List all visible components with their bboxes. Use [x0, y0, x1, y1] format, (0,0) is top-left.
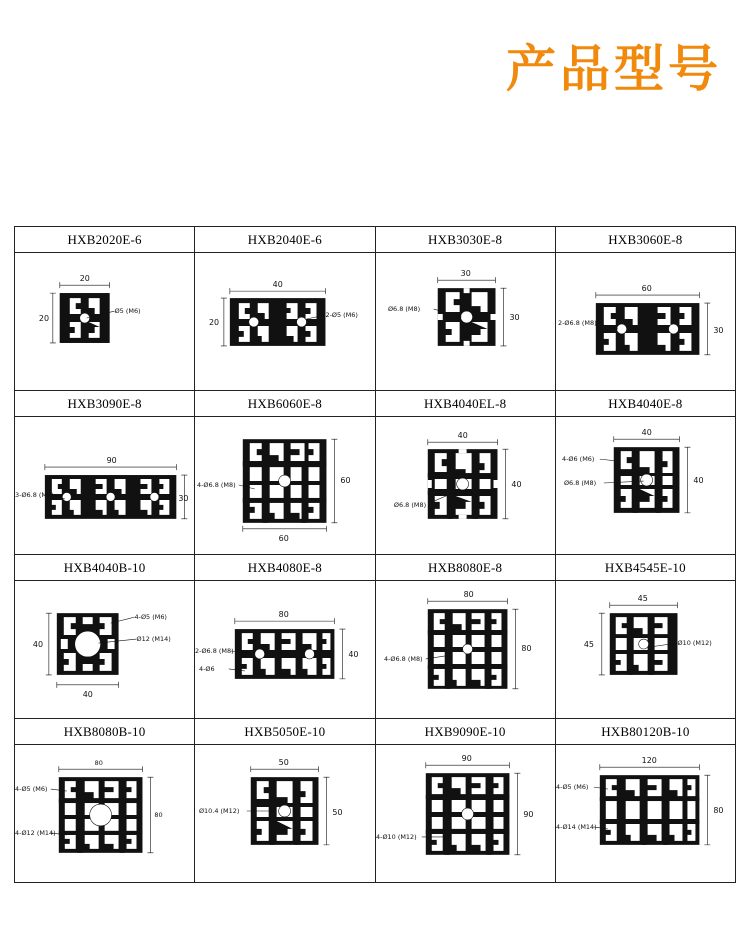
- profile-figure: [15, 745, 194, 882]
- dim-note: Ø6.8 (M8): [393, 500, 426, 509]
- table-cell-hxb6060e8[interactable]: [195, 391, 375, 555]
- profile-figure: [556, 745, 735, 882]
- profile-drawing-8080: [376, 581, 555, 718]
- dim-top: 80: [278, 610, 290, 620]
- dim-note: Ø10.4 (M12): [199, 807, 240, 816]
- model-label: HXB8080B-10: [15, 719, 194, 745]
- dim-top: 60: [641, 284, 652, 294]
- table-cell-hxb3090e8[interactable]: [15, 391, 195, 555]
- dim-right: 40: [693, 476, 704, 486]
- dim-left: 20: [38, 314, 50, 324]
- table-cell-hxb3060e8[interactable]: [556, 227, 736, 391]
- dim-left: 20: [209, 317, 220, 327]
- profile-figure: [195, 581, 374, 718]
- dim-note: 3-Ø6.8 (M8): [15, 490, 54, 499]
- dim-note: 4-Ø6 (M6): [561, 455, 595, 464]
- dim-top: 30: [460, 269, 471, 279]
- dim-note2: Ø12 (M14): [136, 635, 171, 644]
- table-cell-hxb4040el8[interactable]: [376, 391, 556, 555]
- table-cell-hxb80120b10[interactable]: [556, 719, 736, 883]
- product-model-table: [14, 226, 736, 883]
- dim-top: 120: [641, 756, 657, 766]
- profile-figure: [15, 253, 194, 390]
- dim-note: 4-Ø5 (M6): [134, 613, 167, 622]
- profile-figure: [556, 253, 735, 390]
- table-cell-hxb5050e10[interactable]: [195, 719, 375, 883]
- dim-note: Ø5 (M6): [114, 307, 141, 316]
- profile-figure: [15, 581, 194, 718]
- dim-top: 20: [79, 274, 90, 284]
- model-label: HXB4040E-8: [556, 391, 735, 417]
- profile-drawing-9090: [376, 745, 555, 882]
- dim-right: 80: [520, 643, 532, 653]
- model-label: HXB8080E-8: [376, 555, 555, 581]
- profile-figure: [195, 417, 374, 554]
- dim-right: 60: [340, 476, 351, 486]
- profile-figure: [376, 745, 555, 882]
- profile-drawing-5050: [195, 745, 374, 882]
- table-cell-hxb4545e10[interactable]: [556, 555, 736, 719]
- dim-note: 2-Ø6.8 (M8): [195, 646, 234, 655]
- dim-top: 40: [641, 428, 652, 438]
- dim-left: 40: [32, 640, 44, 650]
- dim-top: 90: [461, 754, 472, 764]
- dim-note: 4-Ø10 (M12): [375, 832, 417, 841]
- dim-right: 40: [510, 479, 522, 489]
- table-cell-hxb9090e10[interactable]: [376, 719, 556, 883]
- dim-right: 30: [508, 313, 520, 323]
- model-label: HXB4040EL-8: [376, 391, 555, 417]
- table-row: [15, 391, 736, 555]
- table-cell-hxb8080e8[interactable]: [376, 555, 556, 719]
- profile-drawing-6060: [195, 417, 374, 554]
- model-label: HXB4080E-8: [195, 555, 374, 581]
- profile-figure: [376, 581, 555, 718]
- profile-drawing-80120b: [556, 745, 735, 882]
- dim-note: Ø6.8 (M8): [387, 305, 420, 314]
- profile-figure: [376, 253, 555, 390]
- dim-top: 80: [94, 759, 103, 768]
- model-label: HXB4040B-10: [15, 555, 194, 581]
- profile-drawing-4040b: [15, 581, 194, 718]
- dim-note: 4-Ø6.8 (M8): [383, 654, 423, 663]
- model-label: HXB3090E-8: [15, 391, 194, 417]
- dim-top: 40: [272, 280, 284, 290]
- dim-top: 45: [637, 594, 648, 604]
- profile-drawing-8080b: [15, 745, 194, 882]
- table-row: [15, 555, 736, 719]
- dim-right: 30: [178, 493, 189, 503]
- profile-figure: [15, 417, 194, 554]
- dim-top: 90: [106, 456, 117, 466]
- table-row: [15, 719, 736, 883]
- dim-note2: 4-Ø6: [199, 664, 215, 673]
- profile-drawing-3090: [15, 417, 194, 554]
- table-cell-hxb3030e8[interactable]: [376, 227, 556, 391]
- model-label: HXB3030E-8: [376, 227, 555, 253]
- model-label: HXB2020E-6: [15, 227, 194, 253]
- model-label: HXB6060E-8: [195, 391, 374, 417]
- profile-drawing-4040e: [556, 417, 735, 554]
- profile-drawing-4545: [556, 581, 735, 718]
- table-cell-hxb4040b10[interactable]: [15, 555, 195, 719]
- model-label: HXB2040E-6: [195, 227, 374, 253]
- dim-note: Ø10 (M12): [677, 639, 712, 648]
- dim-left: 45: [583, 640, 594, 650]
- profile-drawing-2040: [195, 253, 374, 390]
- dim-note: 2-Ø6.8 (M8): [557, 318, 597, 327]
- dim-note2: 4-Ø14 (M14): [555, 822, 597, 831]
- profile-figure: [195, 745, 374, 882]
- dim-note: 4-Ø5 (M6): [555, 783, 589, 792]
- table-row: [15, 227, 736, 391]
- dim-right: 40: [348, 649, 359, 659]
- dim-right: 30: [713, 325, 724, 335]
- profile-figure: [195, 253, 374, 390]
- dim-note: 2-Ø5 (M6): [325, 311, 359, 320]
- model-label: HXB5050E-10: [195, 719, 374, 745]
- dim-note2: Ø6.8 (M8): [563, 479, 596, 488]
- table-cell-hxb8080b10[interactable]: [15, 719, 195, 883]
- table-cell-hxb2020e6[interactable]: [15, 227, 195, 391]
- dim-top: 50: [278, 758, 290, 768]
- profile-drawing-4040el: [376, 417, 555, 554]
- dim-right: 80: [713, 806, 724, 816]
- profile-figure: [556, 417, 735, 554]
- dim-right: 50: [332, 807, 343, 817]
- profile-drawing-3030: [376, 253, 555, 390]
- page-title: 产品型号: [506, 40, 722, 98]
- dim-top: 80: [463, 590, 474, 600]
- table-cell-hxb2040e6[interactable]: [195, 227, 375, 391]
- dim-bottom: 40: [82, 689, 93, 699]
- dim-note: 4-Ø6.8 (M8): [197, 480, 236, 489]
- dim-bottom: 60: [278, 533, 290, 543]
- table-cell-hxb4040e8[interactable]: [556, 391, 736, 555]
- profile-figure: [556, 581, 735, 718]
- model-label: HXB80120B-10: [556, 719, 735, 745]
- dim-right: 90: [522, 809, 534, 819]
- profile-drawing-3060: [556, 253, 735, 390]
- table-cell-hxb4080e8[interactable]: [195, 555, 375, 719]
- profile-drawing-2020: [15, 253, 194, 390]
- dim-top: 40: [457, 431, 468, 441]
- dim-note2: 4-Ø12 (M14): [15, 828, 56, 837]
- profile-figure: [376, 417, 555, 554]
- profile-drawing-4080: [195, 581, 374, 718]
- model-label: HXB3060E-8: [556, 227, 735, 253]
- dim-right: 80: [154, 810, 163, 819]
- model-label: HXB9090E-10: [376, 719, 555, 745]
- dim-note: 4-Ø5 (M6): [15, 785, 48, 794]
- model-label: HXB4545E-10: [556, 555, 735, 581]
